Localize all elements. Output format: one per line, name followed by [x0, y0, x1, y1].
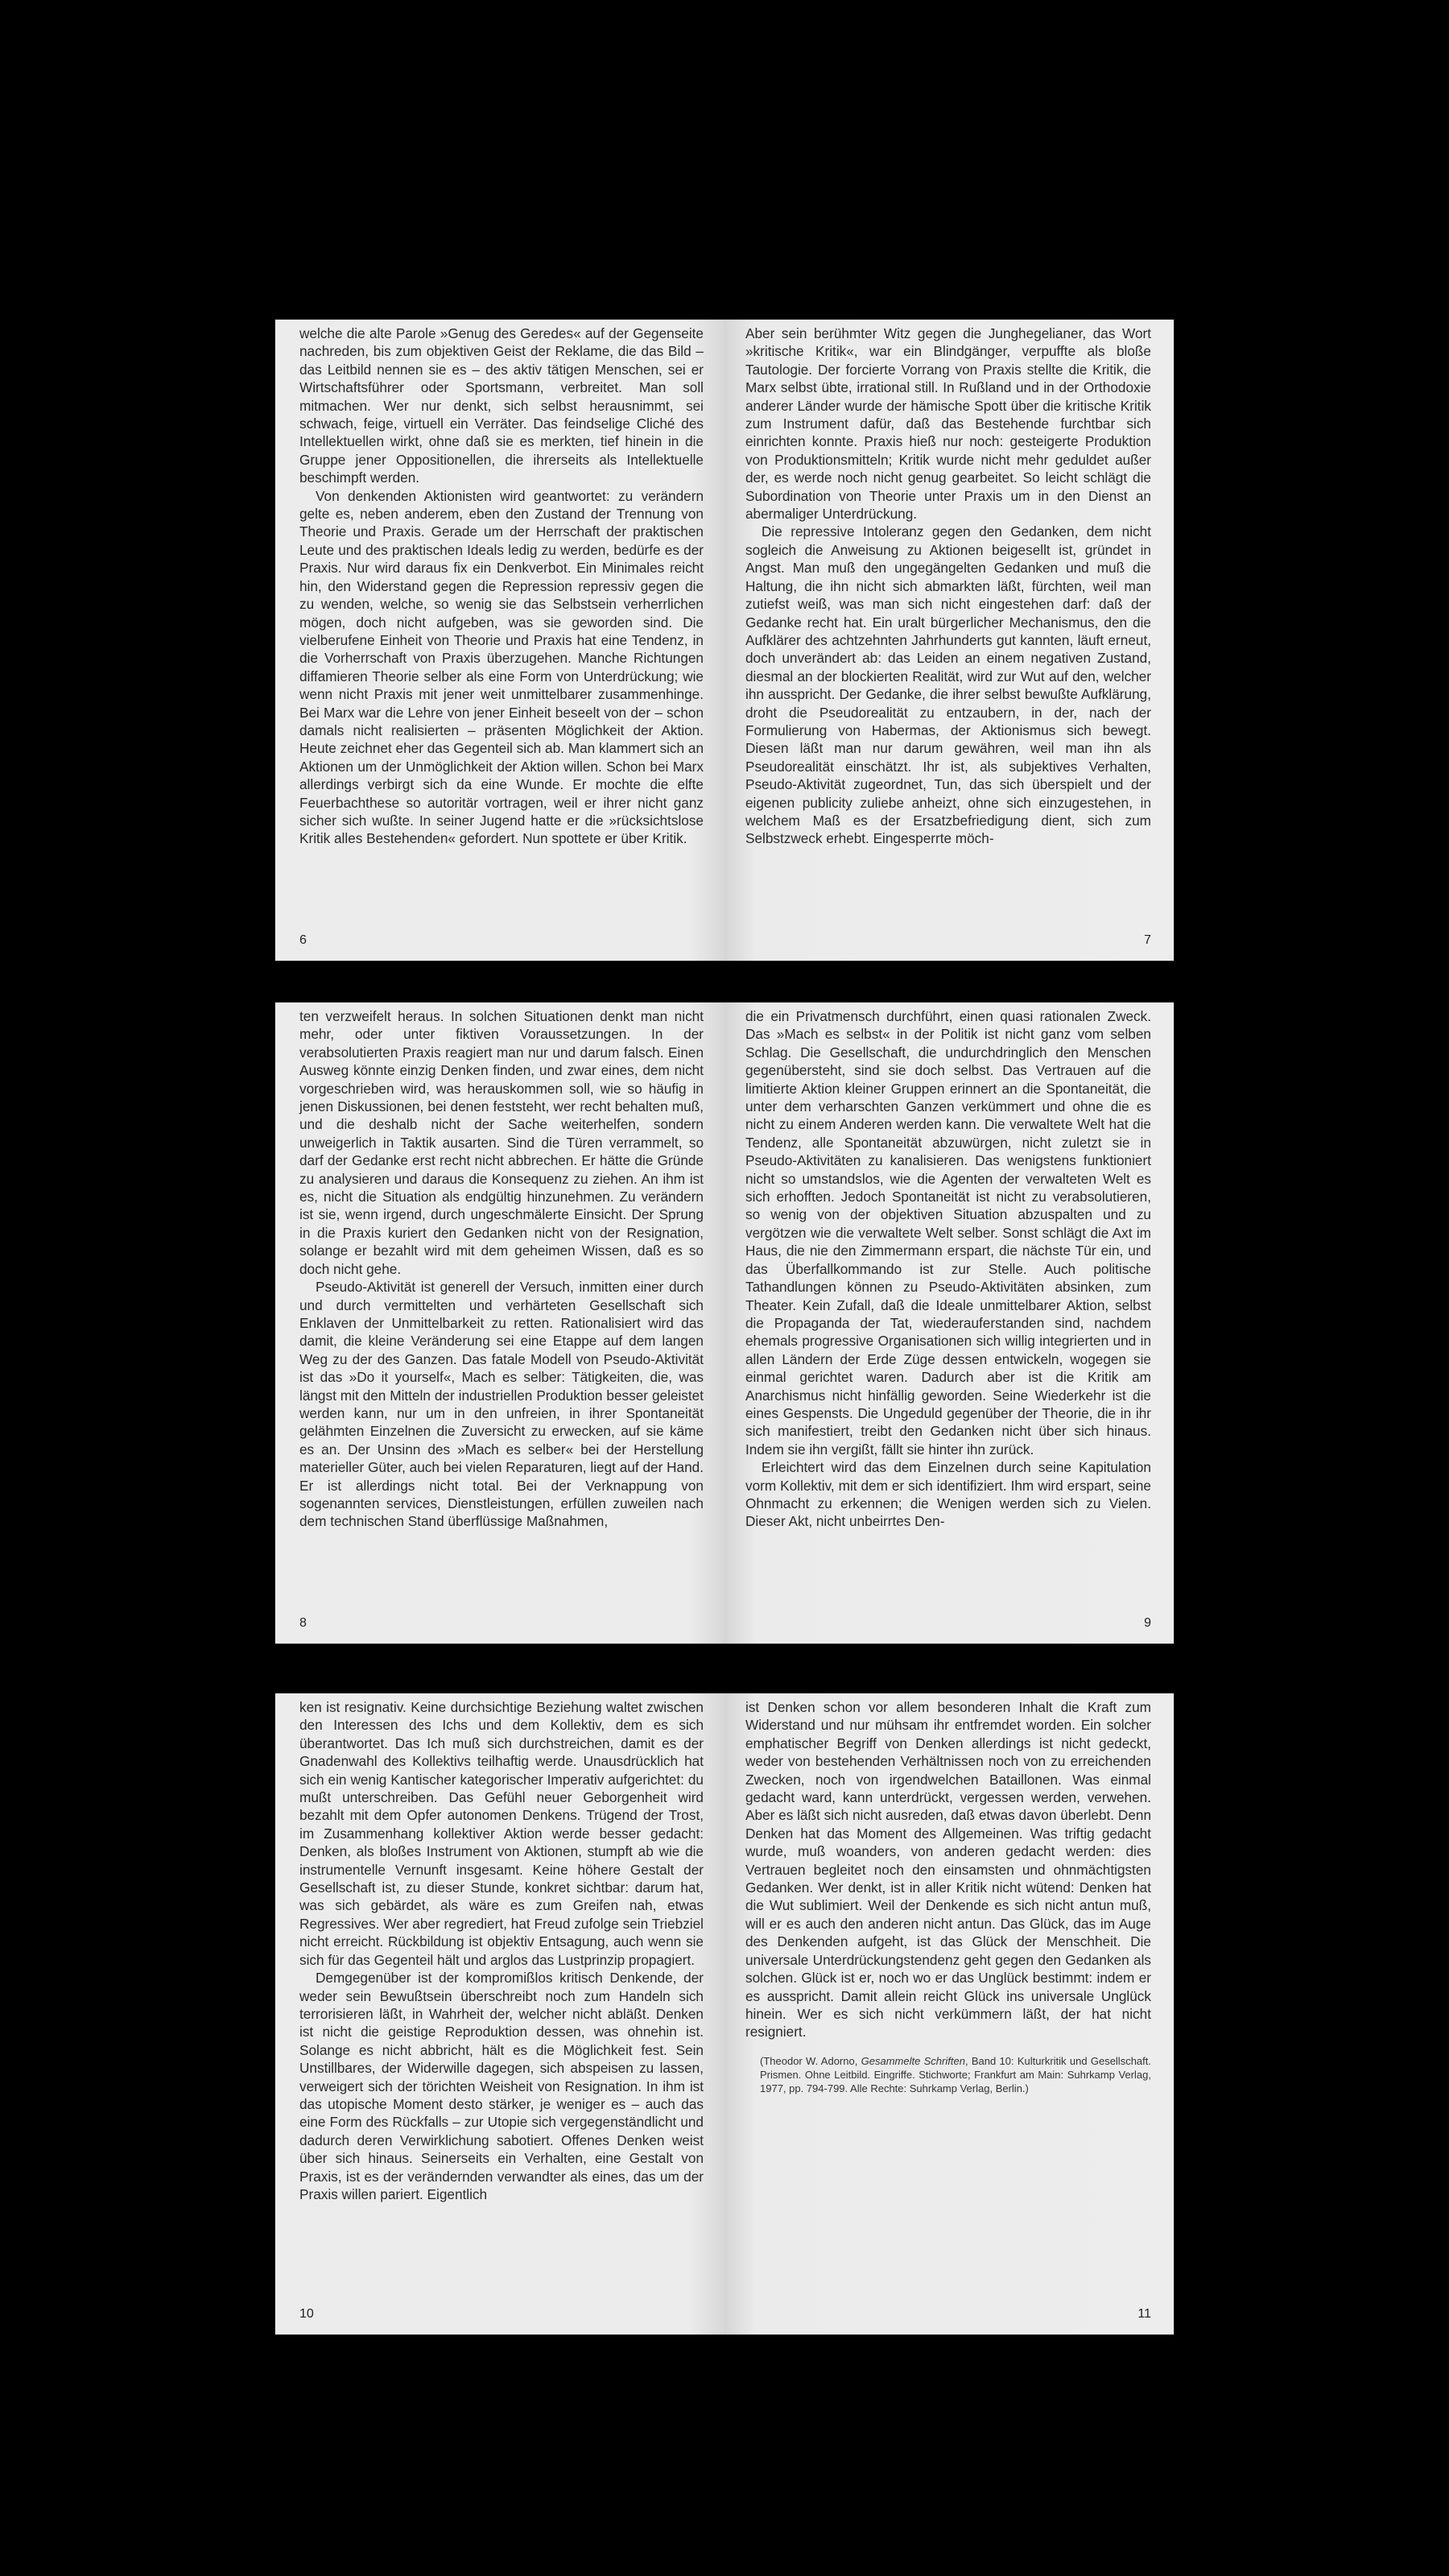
page-7 [724, 320, 1174, 961]
spread-pages-6-7 [275, 320, 1174, 961]
source-note-after: , Band 10: Kulturkritik und Gesellschaft. Prismen. Ohne Leitbild. Eingriffe. Stichworte; Frankfurt am Main: Suhrkamp Verlag, 1977, pp. 794-799. Alle Rechte: Suhrkamp Verlag, Berlin.) [760, 2054, 1151, 2094]
source-note-title: Gesammelte Schriften [861, 2054, 965, 2067]
paragraph: welche die alte Parole »Genug des Geredes« auf der Gegenseite nachreden, bis zum objektiven Geist der Reklame, die das Bild – das Leitbild nennen sie es – des aktiv tätigen Menschen, sei er Wirtschaftsführer oder Sportsmann, verbreitet. Man soll mitmachen. Wer nur denkt, sich selbst herausnimmt, sei schwach, feige, virtuell ein Verräter. Das feindselige Cliché des Intellektuellen wirkt, ohne daß sie es merkten, tief hinein in die Gruppe jener Oppositionellen, die ihrerseits als Intellektuelle beschimpft werden. [299, 325, 704, 486]
page-number: 9 [1144, 1616, 1151, 1630]
paragraph: Pseudo-Aktivität ist generell der Versuch, inmitten einer durch und durch vermittelten und verhärteten Gesellschaft sich Enklaven der Unmittelbarkeit zu retten. Rationalisiert wird das damit, die kleine Veränderung sei eine Etappe auf dem langen Weg zu der des Ganzen. Das fatale Modell von Pseudo-Aktivität ist das »Do it yourself«, Mach es selber: Tätigkeiten, die, was längst mit den Mitteln der industriellen Produktion besser geleistet werden kann, nur um in den unfreien, in ihrer Spontaneität gelähmten Einzelnen die Zuversicht zu erwecken, auf sie käme es an. Der Unsinn des »Mach es selber« bei der Herstellung materieller Güter, auch bei vielen Reparaturen, liegt auf der Hand. Er ist allerdings nicht total. Bei der Verknappung von sogenannten services, Dienstleistungen, erfüllen zuweilen nach dem technischen Stand überflüssige Maßnahmen, [299, 1279, 704, 1530]
page-number: 6 [299, 933, 307, 947]
source-note-before: (Theodor W. Adorno, [760, 2054, 861, 2067]
page-6 [275, 320, 724, 961]
page-number: 8 [299, 1616, 307, 1630]
paragraph: Die repressive Intoleranz gegen den Gedanken, dem nicht sogleich die Anweisung zu Aktionen beigesellt ist, gründet in Angst. Man muß den ungegängelten Gedanken und muß die Haltung, die ihn nicht sich abmarkten läßt, fürchten, weil man zutiefst weiß, was man sich nicht eingestehen darf: daß der Gedanke recht hat. Ein uralt bürgerlicher Mechanismus, den die Aufklärer des achtzehnten Jahrhunderts gut kannten, läuft erneut, doch unverändert ab: das Leiden an einem negativen Zustand, diesmal an der blockierten Realität, wird zur Wut auf den, welcher ihn ausspricht. Der Gedanke, die ihrer selbst bewußte Aufklärung, droht die Pseudorealität zu entzaubern, in der, nach der Formulierung von Habermas, der Aktionismus sich bewegt. Diesen läßt man nur darum gewähren, weil man ihn als Pseudorealität einschätzt. Ihr ist, als subjektives Verhalten, Pseudo-Aktivität zugeordnet, Tun, das sich überspielt und der eigenen publicity zuliebe anheizt, ohne sich einzugestehen, in welchem Maß es der Ersatzbefriedigung dient, sich zum Selbstzweck erhebt. Eingesperrte möch- [745, 523, 1151, 847]
page-number: 10 [299, 2307, 314, 2321]
page-10-text [299, 1698, 704, 2203]
page-10 [275, 1693, 724, 2334]
page-8-text [299, 1007, 704, 1531]
page-6-text [299, 325, 704, 848]
paragraph: ist Denken schon vor allem besonderen Inhalt die Kraft zum Widerstand und nur mühsam ihr entfremdet worden. Ein solcher emphatischer Begriff von Denken allerdings ist nicht gedeckt, weder von bestehenden Verhältnissen noch von zu erreichenden Zwecken, noch von irgendwelchen Bataillonen. Was einmal gedacht ward, kann unterdrückt, vergessen werden, verwehen. Aber es läßt sich nicht ausreden, daß etwas davon überlebt. Denn Denken hat das Moment des Allgemeinen. Was triftig gedacht wurde, muß woanders, von anderen gedacht werden: dies Vertrauen begleitet noch den einsamsten und ohnmächtigsten Gedanken. Wer denkt, ist in aller Kritik nicht wütend: Denken hat die Wut sublimiert. Weil der Denkende es sich nicht antun muß, will er es auch den anderen nicht antun. Das Glück, das im Auge des Denkenden aufgeht, ist das Glück der Menschheit. Die universale Unterdrückungstendenz geht gegen den Gedanken als solchen. Glück ist er, noch wo er das Unglück bestimmt: indem er es ausspricht. Damit allein reicht Glück ins universale Unglück hinein. Wer es sich nicht verkümmern läßt, der hat nicht resigniert. [745, 1699, 1151, 2041]
source-note [745, 2054, 1151, 2095]
paragraph: Demgegenüber ist der kompromißlos kritisch Denkende, der weder sein Bewußtsein überschreibt noch zum Handeln sich terrorisieren läßt, in Wahrheit der, welcher nicht abläßt. Denken ist nicht die geistige Reproduktion dessen, was ohnehin ist. Solange es nicht abbricht, hält es die Möglichkeit fest. Sein Unstillbares, der Widerwille dagegen, sich abspeisen zu lassen, verweigert sich der törichten Weisheit von Resignation. In ihm ist das utopische Moment desto stärker, je weniger es – auch das eine Form des Rückfalls – zur Utopie sich vergegenständlicht und dadurch deren Verwirklichung sabotiert. Offenes Denken weist über sich hinaus. Seinerseits ein Verhalten, eine Gestalt von Praxis, ist es der verändernden verwandter als eines, das um der Praxis willen pariert. Eigentlich [299, 1970, 704, 2202]
spread-pages-8-9 [275, 1003, 1174, 1644]
spread-pages-10-11 [275, 1693, 1174, 2334]
page-7-text [745, 325, 1151, 848]
page-9-text [745, 1007, 1151, 1531]
paragraph: Erleichtert wird das dem Einzelnen durch seine Kapitulation vorm Kollektiv, mit dem er sich identifiziert. Ihm wird erspart, seine Ohnmacht zu erkennen; die Wenigen werden sich zu Vielen. Dieser Akt, nicht unbeirrtes Den- [745, 1459, 1151, 1530]
paragraph: Von denkenden Aktionisten wird geantwortet: zu verändern gelte es, neben anderem, eben den Zustand der Trennung von Theorie und Praxis. Gerade um der Herrschaft der praktischen Leute und des praktischen Ideals ledig zu werden, bedürfe es der Praxis. Nur wird daraus fix ein Denkverbot. Ein Minimales reicht hin, den Widerstand gegen die Repression repressiv gegen die zu wenden, welche, so wenig sie das Selbstsein verherrlichen mögen, doch nicht aufgeben, was sie geworden sind. Die vielberufene Einheit von Theorie und Praxis hat eine Tendenz, in die Vorherrschaft von Praxis überzugehen. Manche Richtungen diffamieren Theorie selber als eine Form von Unterdrückung; wie wenn nicht Praxis mit jener weit unmittelbarer zusammenhinge. Bei Marx war die Lehre von jener Einheit beseelt von der – schon damals nicht realisierten – präsenten Möglichkeit der Aktion. Heute zeichnet eher das Gegenteil sich ab. Man klammert sich an Aktionen um der Unmöglichkeit der Aktion willen. Schon bei Marx allerdings verbirgt sich da eine Wunde. Er mochte die elfte Feuerbachthese so autoritär vortragen, weil er ihrer nicht ganz sicher sich wußte. In seiner Jugend hatte er die »rücksichtslose Kritik alles Bestehenden« gefordert. Nun spottete er über Kritik. [299, 487, 704, 847]
paragraph: die ein Privatmensch durchführt, einen quasi rationalen Zweck. Das »Mach es selbst« in der Politik ist nicht ganz vom selben Schlag. Die Gesellschaft, die undurchdringlich den Menschen gegenübersteht, sind sie doch selbst. Das Vertrauen auf die limitierte Aktion kleiner Gruppen erinnert an die Spontaneität, die unter dem verharschten Ganzen verkümmert und ohne die es nicht zu einem Anderen werden kann. Die verwaltete Welt hat die Tendenz, alle Spontaneität abzuwürgen, nicht zuletzt sie in Pseudo-Aktivitäten zu kanalisieren. Das wenigstens funktioniert nicht so umstandslos, wie die Agenten der verwalteten Welt es sich erhofften. Jedoch Spontaneität ist nicht zu verabsolutieren, so wenig von der objektiven Situation abzuspalten und zu vergötzen wie die verwaltete Welt selber. Sonst schlägt die Axt im Haus, die nie den Zimmermann erspart, die nächste Tür ein, und das Überfallkommando ist zur Stelle. Auch politische Tathandlungen können zu Pseudo-Aktivitäten absinken, zum Theater. Kein Zufall, daß die Ideale unmittelbarer Aktion, selbst die Propaganda der Tat, wiederauferstanden sind, nachdem ehemals progressive Organisationen sich willig integrierten und in allen Ländern der Erde Züge dessen entwickeln, wogegen sie einmal gerichtet waren. Dadurch aber ist die Kritik am Anarchismus nicht hinfällig geworden. Seine Wiederkehr ist die eines Gespensts. Die Ungeduld gegenüber der Theorie, die in ihr sich manifestiert, treibt den Gedanken nicht über sich hinaus. Indem sie ihn vergißt, fällt sie hinter ihn zurück. [745, 1008, 1151, 1458]
paragraph: ten verzweifelt heraus. In solchen Situationen denkt man nicht mehr, oder unter fiktiven Voraussetzungen. In der verabsolutierten Praxis reagiert man nur und darum falsch. Einen Ausweg könnte einzig Denken finden, und zwar eines, dem nicht vorgeschrieben wird, was herauskommen soll, wie so häufig in jenen Diskussionen, bei denen feststeht, wer recht behalten muß, und die deshalb nicht der Sache weiterhelfen, sondern unweigerlich in Taktik ausarten. Sind die Türen verrammelt, so darf der Gedanke erst recht nicht abbrechen. Er hätte die Gründe zu analysieren und daraus die Konsequenz zu ziehen. An ihm ist es, nicht die Situation als endgültig hinzunehmen. Zu verändern ist sie, wenn irgend, durch ungeschmälerte Einsicht. Der Sprung in die Praxis kuriert den Gedanken nicht von der Resignation, solange er bezahlt wird mit dem geheimen Wissen, daß es so doch nicht gehe. [299, 1008, 704, 1277]
paragraph: Aber sein berühmter Witz gegen die Junghegelianer, das Wort »kritische Kritik«, war ein Blindgänger, verpuffte als bloße Tautologie. Der forcierte Vorrang von Praxis stellte die Kritik, die Marx selbst übte, irrational still. In Rußland und in der Orthodoxie anderer Länder wurde der hämische Spott über die kritische Kritik zum Instrument dafür, daß das Bestehende furchtbar sich einrichten konnte. Praxis hieß nur noch: gesteigerte Produktion von Produktionsmitteln; Kritik wurde nicht mehr geduldet außer der, es werde noch nicht genug gearbeitet. So leicht schlägt die Subordination von Theorie unter Praxis um in den Dienst an abermaliger Unterdrückung. [745, 325, 1151, 523]
page-8 [275, 1003, 724, 1644]
page-number: 7 [1144, 933, 1151, 947]
page-9 [724, 1003, 1174, 1644]
paragraph: ken ist resignativ. Keine durchsichtige Beziehung waltet zwischen den Interessen des Ichs und dem Kollektiv, dem es sich überantwortet. Das Ich muß sich durchstreichen, damit es der Gnadenwahl des Kollektivs teilhaftig werde. Unausdrücklich hat sich ein wenig Kantischer kategorischer Imperativ aufgerichtet: du mußt unterschreiben. Das Gefühl neuer Geborgenheit wird bezahlt mit dem Opfer autonomen Denkens. Trügend der Trost, im Zusammenhang kollektiver Aktion werde besser gedacht: Denken, als bloßes Instrument von Aktionen, stumpft ab wie die instrumentelle Vernunft insgesamt. Keine höhere Gestalt der Gesellschaft ist, zu dieser Stunde, konkret sichtbar: darum hat, was sich gebärdet, als wäre es zum Greifen nah, etwas Regressives. Wer aber regrediert, hat Freud zufolge sein Triebziel nicht erreicht. Rückbildung ist objektiv Entsagung, auch wenn sie sich für das Gegenteil hält und arglos das Lustprinzip propagiert. [299, 1699, 704, 1968]
page-11 [724, 1693, 1174, 2334]
page-number: 11 [1137, 2307, 1151, 2321]
page-11-text [745, 1698, 1151, 2095]
